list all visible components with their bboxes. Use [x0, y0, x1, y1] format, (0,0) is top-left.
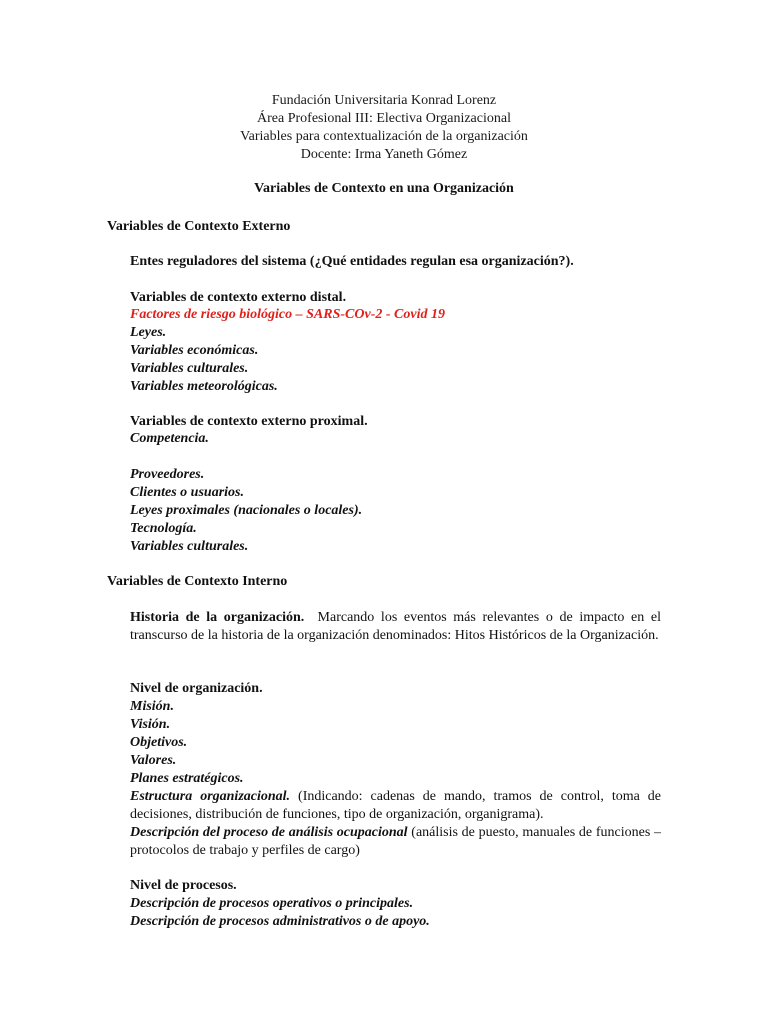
list-item: Variables culturales. — [130, 539, 249, 554]
document-header — [0, 92, 768, 164]
proximal-heading: Variables de contexto externo proximal. — [130, 414, 368, 429]
structure-text: (Indicando: cadenas de mando, tramos de control, toma de decisiones, distribución de funciones, tipo de organización, organigrama). — [130, 789, 662, 822]
process-level-heading: Nivel de procesos. — [130, 878, 237, 893]
list-item: Leyes. — [130, 325, 167, 340]
list-item: Clientes o usuarios. — [130, 485, 244, 500]
list-item: Competencia. — [130, 431, 209, 446]
list-item: Descripción de procesos administrativos o de apoyo. — [130, 914, 430, 929]
org-level-list — [130, 698, 244, 788]
document-title: Variables de Contexto en una Organización — [254, 181, 514, 196]
list-item: Variables culturales. — [130, 361, 249, 376]
list-item: Planes estratégicos. — [130, 771, 244, 786]
list-item: Variables económicas. — [130, 343, 259, 358]
list-item: Variables meteorológicas. — [130, 379, 278, 394]
structure-lead: Estructura organizacional. — [130, 789, 291, 804]
list-item: Descripción de procesos operativos o principales. — [130, 896, 414, 911]
history-lead: Historia de la organización. — [130, 610, 305, 625]
analysis-lead: Descripción del proceso de análisis ocupacional — [130, 825, 408, 840]
distal-heading: Variables de contexto externo distal. — [130, 290, 347, 305]
org-level-heading: Nivel de organización. — [130, 681, 263, 696]
list-item: Objetivos. — [130, 735, 188, 750]
header-teacher: Docente: Irma Yaneth Gómez — [300, 147, 468, 162]
history-text: Marcando los eventos más relevantes o de impacto en el transcurso de la historia de la organización denominados: Hitos Históricos de la Organización. — [130, 610, 662, 643]
list-item: Leyes proximales (nacionales o locales). — [130, 503, 363, 518]
header-institution: Fundación Universitaria Konrad Lorenz — [271, 93, 497, 108]
section-heading-external: Variables de Contexto Externo — [107, 219, 291, 234]
proximal-list-first — [130, 430, 209, 448]
list-item: Visión. — [130, 717, 171, 732]
proximal-list-second — [130, 466, 362, 556]
header-area: Área Profesional III: Electiva Organizacional — [257, 111, 511, 126]
list-item: Tecnología. — [130, 521, 197, 536]
structure-paragraph — [130, 788, 661, 824]
history-paragraph — [130, 609, 661, 645]
analysis-text: (análisis de puesto, manuales de funciones – protocolos de trabajo y perfiles de cargo) — [130, 825, 661, 858]
header-subject: Variables para contextualización de la organización — [240, 129, 528, 144]
regulators-heading: Entes reguladores del sistema (¿Qué entidades regulan esa organización?). — [130, 254, 574, 269]
analysis-paragraph — [130, 824, 661, 860]
section-heading-internal: Variables de Contexto Interno — [107, 574, 288, 589]
list-item: Factores de riesgo biológico – SARS-COv-2 - Covid 19 — [130, 307, 445, 322]
list-item: Proveedores. — [130, 467, 205, 482]
distal-list — [130, 306, 445, 396]
process-level-list — [130, 895, 430, 931]
list-item: Valores. — [130, 753, 177, 768]
list-item: Misión. — [130, 699, 174, 714]
